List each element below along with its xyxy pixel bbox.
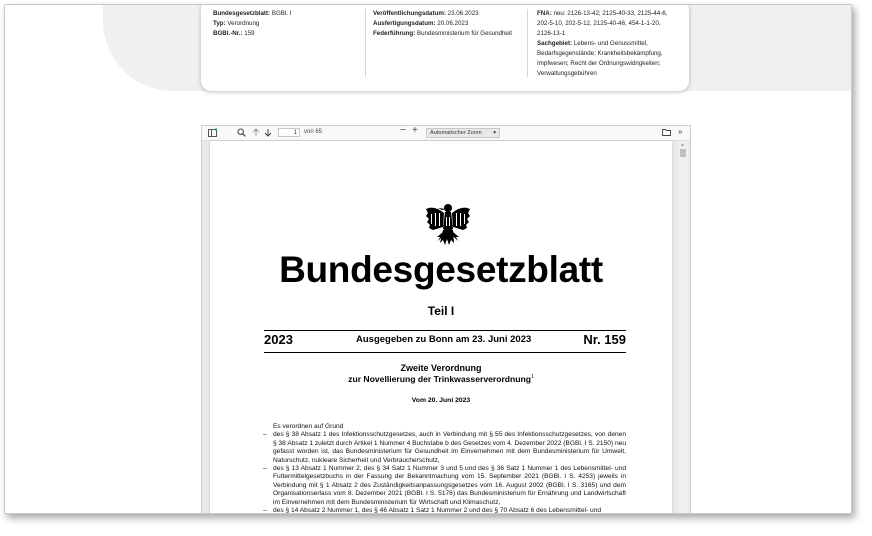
meta-lead-ministry: Federführung: Bundesministerium für Gesundheit [373,30,512,37]
gazette-masthead: Bundesgesetzblatt [279,249,603,290]
scroll-up-icon[interactable]: ▲ [680,142,685,148]
metadata-column-3 [537,9,677,79]
meta-publication-date: Veröffentlichungsdatum: 23.06.2023 [373,10,479,17]
browser-frame [4,4,852,514]
divider [264,330,626,331]
divider [365,9,366,77]
meta-execution-date: Ausfertigungsdatum: 20.06.2023 [373,20,469,27]
meta-subject: Sachgebiet: Lebens- und Genussmittel, Bedarfsgegenstände; Krankheitsbekämpfung, Impfwesen; Recht der Ordnungswidrigkeiten; Verwaltungsgebühren [537,40,663,77]
meta-fna: FNA: neu: 2126-13-42; 2125-40-33, 2125-44-6, 202-5-10, 202-5-12, 2125-40-46, 454-1-1-20, 2126-13-1 [537,10,668,37]
gazette-part: Teil I [427,304,455,318]
ordinance-title-line-2: zur Novellierung der Trinkwasserverordnung$^1$ [348,374,534,384]
next-page-icon[interactable] [264,128,272,138]
issue-number: Nr. 159 [583,332,626,347]
page-number-input[interactable]: 1 [278,128,300,137]
federal-eagle-icon [424,199,472,249]
intro-sentence: Es verordnen auf Grund [273,423,344,430]
meta-type: Typ: Verordnung [213,20,260,27]
more-tools-icon[interactable]: » [678,127,683,136]
pdf-toolbar [202,126,690,141]
open-file-icon[interactable] [662,128,671,138]
issue-year: 2023 [264,332,293,347]
metadata-card [201,4,689,91]
ordinance-date: Vom 20. Juni 2023 [411,397,471,404]
meta-number: BGBl.-Nr.: 159 [213,30,255,37]
chevron-down-icon: ▾ [493,130,496,136]
pdf-page-area [202,141,690,514]
divider [527,9,528,77]
sidebar-toggle-icon[interactable] [208,128,218,138]
ordinance-body [263,423,626,514]
list-item: – des § 14 Absatz 2 Nummer 1, des § 46 Absatz 1 Satz 1 Nummer 2 und des § 70 Absatz 6 des Lebensmittel- und [263,507,602,514]
list-item: – des § 13 Absatz 1 Nummer 2, des § 34 Satz 1 Nummer 3 und 5 und des § 36 Satz 1 Nummer 1 des Lebensmittel- und Futtermittelgesetzbuchs in der Fassung der Bekanntmachung vom 15. September 2021 (BGBl. I S. 4253) jeweils in Verbindung mit § 1 Absatz 2 des Zuständigkeitsanpassungsgesetzes vom 16. August 2002 (BGBl. I S. 3165) und dem Organisationserlass vom 8. Dezember 2021 (BGBl. I S. 5176) das Bundesministerium für Ernährung und Landwirtschaft im Einvernehmen mit dem Bundesministerium für Wirtschaft und Klimaschutz, [263,465,626,506]
zoom-out-icon[interactable]: − [400,125,406,136]
vertical-scrollbar[interactable] [678,141,688,514]
search-icon[interactable] [237,128,246,138]
list-item: – des § 38 Absatz 1 des Infektionsschutzgesetzes, auch in Verbindung mit § 55 des Infektionsschutzgesetzes, von denen § 38 Absatz 1 zuletzt durch Artikel 1 Nummer 4 Buchstabe b des Gesetzes vom 4. Dezember 2022 (BGBl. I S. 2150) neu gefasst worden ist, das Bundesministerium für Gesundheit im Einvernehmen mit dem Bundesministerium für Umwelt, Naturschutz, nukleare Sicherheit und Verbraucherschutz, [263,431,626,464]
footnote-marker: 1 [531,374,534,381]
pdf-page [210,141,672,514]
scrollbar-thumb[interactable] [680,149,686,157]
divider [264,352,626,353]
pdf-viewer [201,125,691,514]
meta-gazette: Bundesgesetzblatt: BGBl. I [213,10,292,17]
zoom-select[interactable]: Automatischer Zoom ▾ [426,128,500,138]
previous-page-icon[interactable] [252,128,260,138]
ordinance-title-line-1: Zweite Verordnung [400,363,482,373]
metadata-column-2 [373,9,523,39]
page-total: von 65 [304,129,323,135]
issue-date: Ausgegeben zu Bonn am 23. Juni 2023 [356,334,532,345]
metadata-column-1 [213,9,353,39]
issue-line [264,332,626,350]
zoom-in-icon[interactable]: + [412,125,418,136]
